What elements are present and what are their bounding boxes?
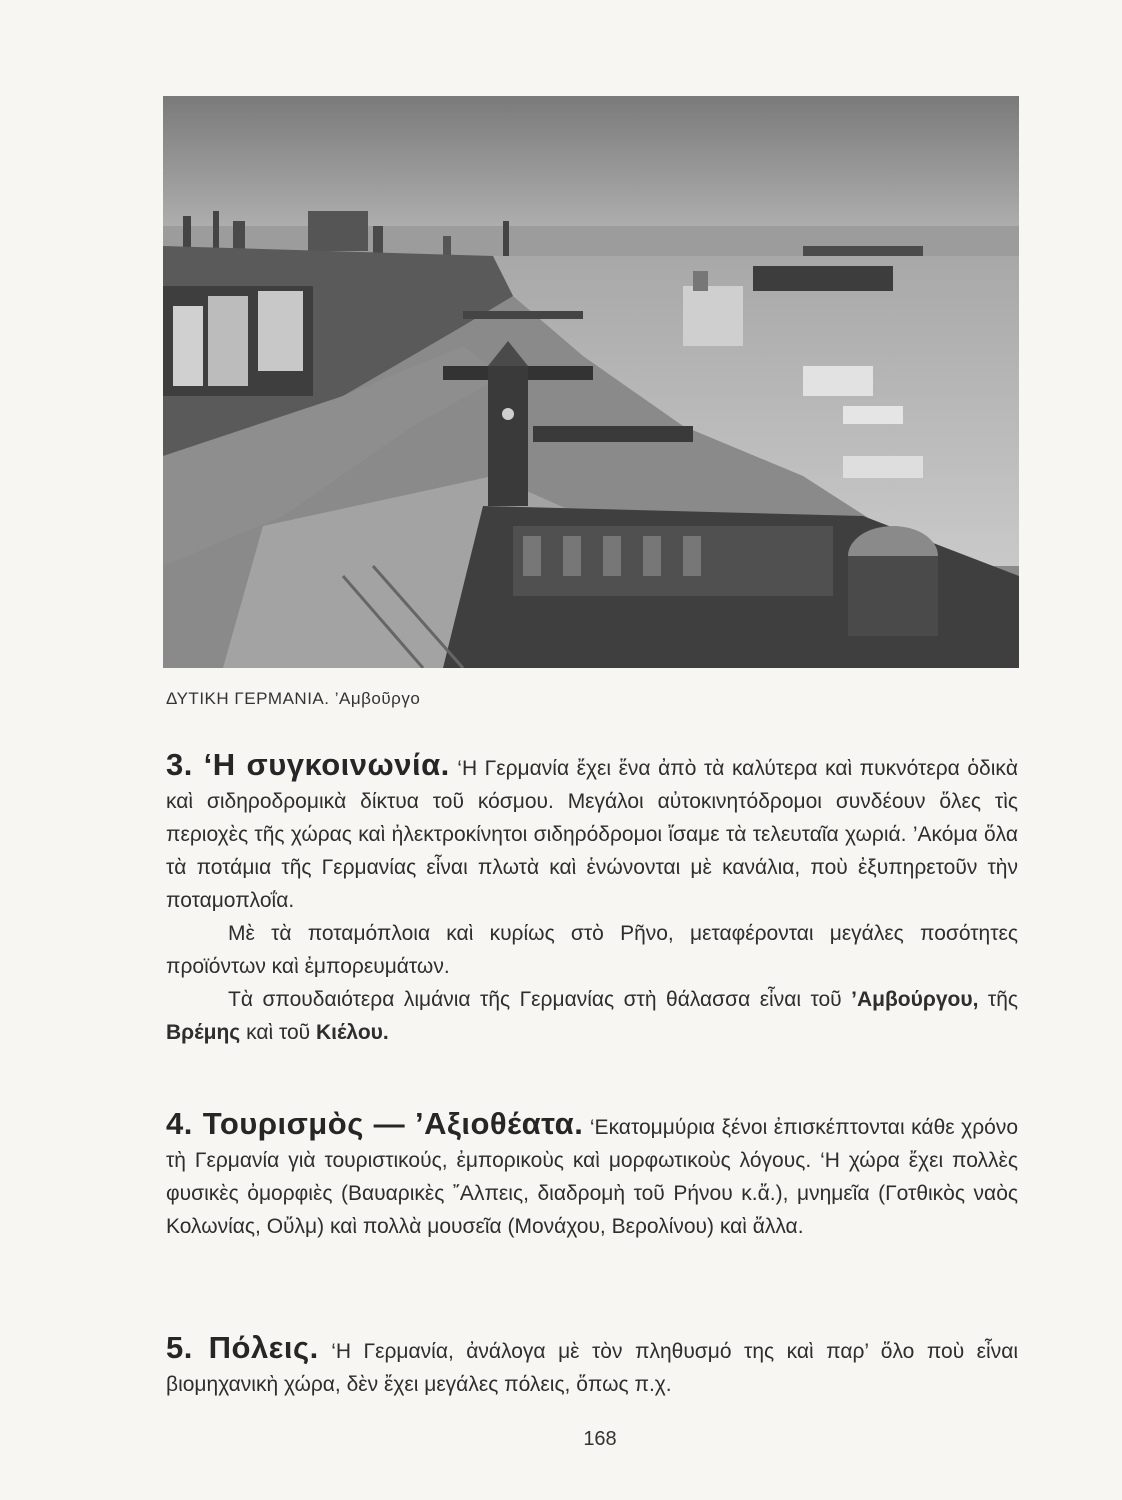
section-heading: 4. Τουρισμὸς — ’Αξιοθέατα. [166,1106,584,1141]
port-kiel: Κιέλου. [315,1021,389,1044]
paragraph-text: ‘Η Γερμανία ἔχει ἕνα ἀπὸ τὰ καλύτερα καὶ πυκνότερα ὁδικὰ καὶ σιδηροδρομικὰ δίκτυα τοῦ κόσμου. Μεγάλοι αὐτοκινητόδρομοι συνδέουν ὅλες τὶς περιοχὲς τῆς χώρας καὶ ἠλεκτροκίνητοι σιδηρόδρομοι ἴσαμε τὰ τελευταῖα χωριά. ’Ακόμα ὅλα τὰ ποτάμια τῆς Γερμανίας εἶναι πλωτὰ καὶ ἑνώνονται μὲ κανάλια, ποὺ ἐξυπηρετοῦν τὴν ποταμοπλοΐα. [166,757,1018,912]
section-communication [166,748,1018,1049]
photo-caption: ΔΥΤΙΚΗ ΓΕΡΜΑΝΙΑ. ’Αμβοῦργο [166,689,421,708]
paragraph-text: ‘Εκατομμύρια ξένοι ἐπισκέπτονται κάθε χρόνο τὴ Γερμανία γιὰ τουριστικούς, ἐμπορικοὺς καὶ μορφωτικοὺς λόγους. ‘Η χώρα ἔχει πολλὲς φυσικὲς ὀμορφιὲς (Βαυαρικὲς ῎Αλπεις, διαδρομὴ τοῦ Ρήνου κ.ἄ.), μνημεῖα (Γοτθικὸς ναὸς Κολωνίας, Οὔλμ) καὶ πολλὰ μουσεῖα (Μονάχου, Βερολίνου) καὶ ἄλλα. [166,1116,1019,1238]
port-bremen: Βρέμης [166,1021,241,1044]
page-number: 168 [583,1428,617,1450]
paragraph-ports [166,983,1018,1049]
text-span: καὶ τοῦ [240,1021,316,1044]
section-cities [166,1331,1018,1401]
harbor-photo [163,96,1019,668]
section-heading: 3. ‘Η συγκοινωνία. [166,747,450,782]
paragraph-text: ‘Η Γερμανία, ἀνάλογα μὲ τὸν πληθυσμό της καὶ παρ’ ὅλο ποὺ εἶναι βιομηχανικὴ χώρα, δὲν ἔχει μεγάλες πόλεις, ὅπως π.χ. [166,1340,1018,1396]
text-span: τῆς [978,988,1018,1011]
text-span: Τὰ σπουδαιότερα λιμάνια τῆς Γερμανίας στὴ θάλασσα εἶναι τοῦ [228,988,852,1011]
harbor-photo-icon [163,96,1019,668]
port-hamburg: ’Αμβούργου, [851,988,979,1011]
paragraph: Μὲ τὰ ποταμόπλοια καὶ κυρίως στὸ Ρῆνο, μεταφέρονται μεγάλες ποσότητες προϊόντων καὶ ἐμπορευμάτων. [166,922,1018,978]
section-heading: 5. Πόλεις. [166,1330,319,1365]
section-tourism [166,1107,1018,1243]
